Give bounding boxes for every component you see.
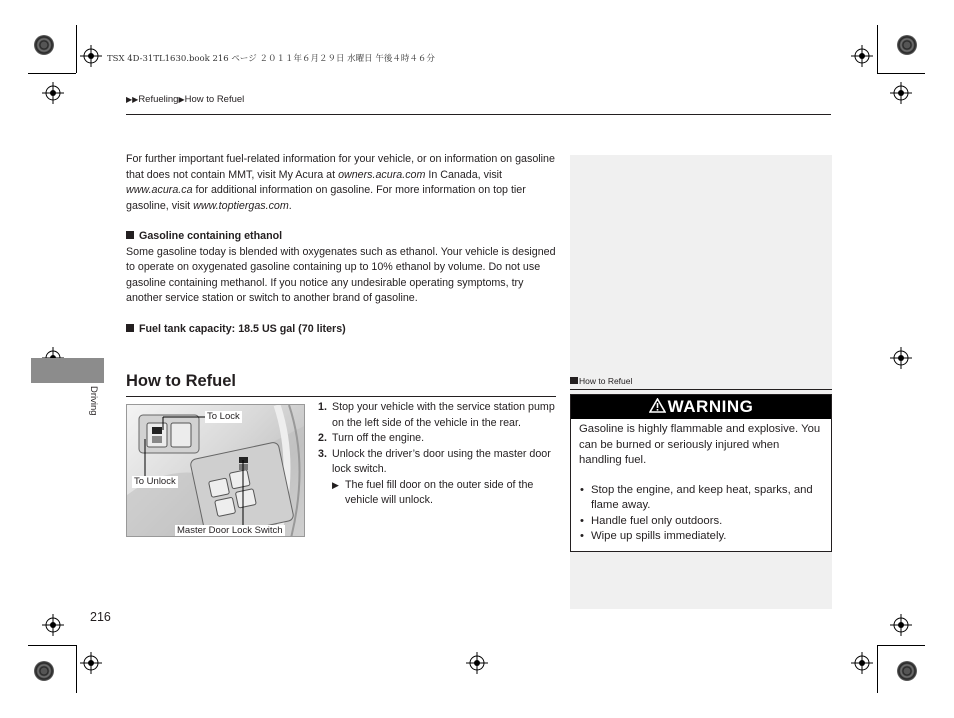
crop-mark <box>76 645 77 693</box>
crop-mark <box>877 73 925 74</box>
registration-mark-icon <box>466 652 488 674</box>
step-sub-note: ▶ The fuel fill door on the outer side of the vehicle will unlock. <box>332 478 534 506</box>
warning-triangle-icon <box>649 398 666 413</box>
double-arrow-icon: ▶▶ <box>126 95 139 104</box>
warning-list-item: • Stop the engine, and keep heat, sparks, and flame away. <box>579 483 823 514</box>
refuel-steps-list <box>318 400 558 509</box>
to-unlock-callout: To Unlock <box>134 476 176 487</box>
registration-mark-icon <box>80 45 102 67</box>
step-item: 2. Turn off the engine. <box>318 432 425 444</box>
color-rosette-icon <box>897 661 917 681</box>
crop-mark <box>877 25 878 73</box>
triangle-right-icon: ▶ <box>332 479 339 490</box>
note-divider <box>570 389 832 390</box>
crop-mark <box>28 645 76 646</box>
step-item: 3. Unlock the driver’s door using the master door lock switch. ▶ The fuel fill door on the outer side of the vehicle will unlock. <box>318 447 558 509</box>
arrow-right-icon: ▶ <box>178 95 185 104</box>
crop-mark <box>877 645 925 646</box>
to-lock-callout: To Lock <box>207 411 240 422</box>
crop-mark <box>28 73 76 74</box>
warning-body <box>571 419 831 545</box>
registration-mark-icon <box>851 45 873 67</box>
section-divider <box>126 396 556 397</box>
crop-mark <box>76 25 77 73</box>
master-switch-callout: Master Door Lock Switch <box>177 525 283 536</box>
warning-box <box>570 394 832 552</box>
square-bullet-icon <box>126 324 134 332</box>
registration-mark-icon <box>42 82 64 104</box>
crop-mark <box>877 645 878 693</box>
header-divider <box>126 114 831 115</box>
acura-ca-link[interactable]: www.acura.ca <box>126 184 193 196</box>
registration-mark-icon <box>890 614 912 636</box>
owners-acura-link[interactable]: owners.acura.com <box>338 168 426 181</box>
registration-mark-icon <box>890 82 912 104</box>
chapter-side-label: Driving <box>88 386 99 416</box>
breadcrumb-current-page: How to Refuel <box>184 94 245 105</box>
warning-title: WARNING <box>667 397 754 416</box>
toptiergas-link[interactable]: www.toptiergas.com <box>193 199 289 212</box>
warning-list-item: • Wipe up spills immediately. <box>579 529 823 545</box>
door-lock-figure <box>126 404 305 537</box>
registration-mark-icon <box>890 347 912 369</box>
chapter-side-tab <box>31 358 104 383</box>
print-header: TSX 4D-31TL1630.book 216 ページ ２０１１年６月２９日 水曜日 午後４時４６分 <box>107 54 435 64</box>
ethanol-heading: Gasoline containing ethanol <box>126 229 556 245</box>
warning-list <box>579 483 823 545</box>
breadcrumb-section-link[interactable]: Refueling <box>138 94 179 105</box>
breadcrumb <box>126 94 244 105</box>
warning-header <box>571 395 831 419</box>
warning-list-item: • Handle fuel only outdoors. <box>579 514 823 530</box>
color-rosette-icon <box>897 35 917 55</box>
square-bullet-icon <box>126 231 134 239</box>
registration-mark-icon <box>851 652 873 674</box>
fuel-capacity-heading: Fuel tank capacity: 18.5 US gal (70 liters) <box>126 322 556 338</box>
door-panel-illustration <box>127 405 305 537</box>
color-rosette-icon <box>34 661 54 681</box>
note-reference-icon <box>570 377 578 384</box>
ethanol-paragraph: Some gasoline today is blended with oxygenates such as ethanol. Your vehicle is designed to operate on oxygenated gasoline containing up to 10% ethanol by volume. Do not use gasoline containing methanol. If you notice any undesirable operating symptoms, try another service station or switch to another brand of gasoline. <box>126 245 556 304</box>
note-reference: How to Refuel <box>570 376 632 386</box>
registration-mark-icon <box>80 652 102 674</box>
warning-text: Gasoline is highly flammable and explosive. You can be burned or seriously injured when handling fuel. <box>579 423 821 466</box>
step-item: 1. Stop your vehicle with the service station pump on the left side of the vehicle in the rear. <box>318 401 555 429</box>
intro-paragraph: For further important fuel-related information for your vehicle, or on information on gasoline that does not contain MMT, visit My Acura at owners.acura.com In Canada, visit www.acura.ca for additional information on gasoline. For more information on top tier gasoline, visit www.toptiergas.com. <box>126 153 555 212</box>
registration-mark-icon <box>42 614 64 636</box>
page-number: 216 <box>90 610 111 624</box>
section-title: How to Refuel <box>126 372 236 390</box>
main-text-column <box>126 152 556 337</box>
color-rosette-icon <box>34 35 54 55</box>
